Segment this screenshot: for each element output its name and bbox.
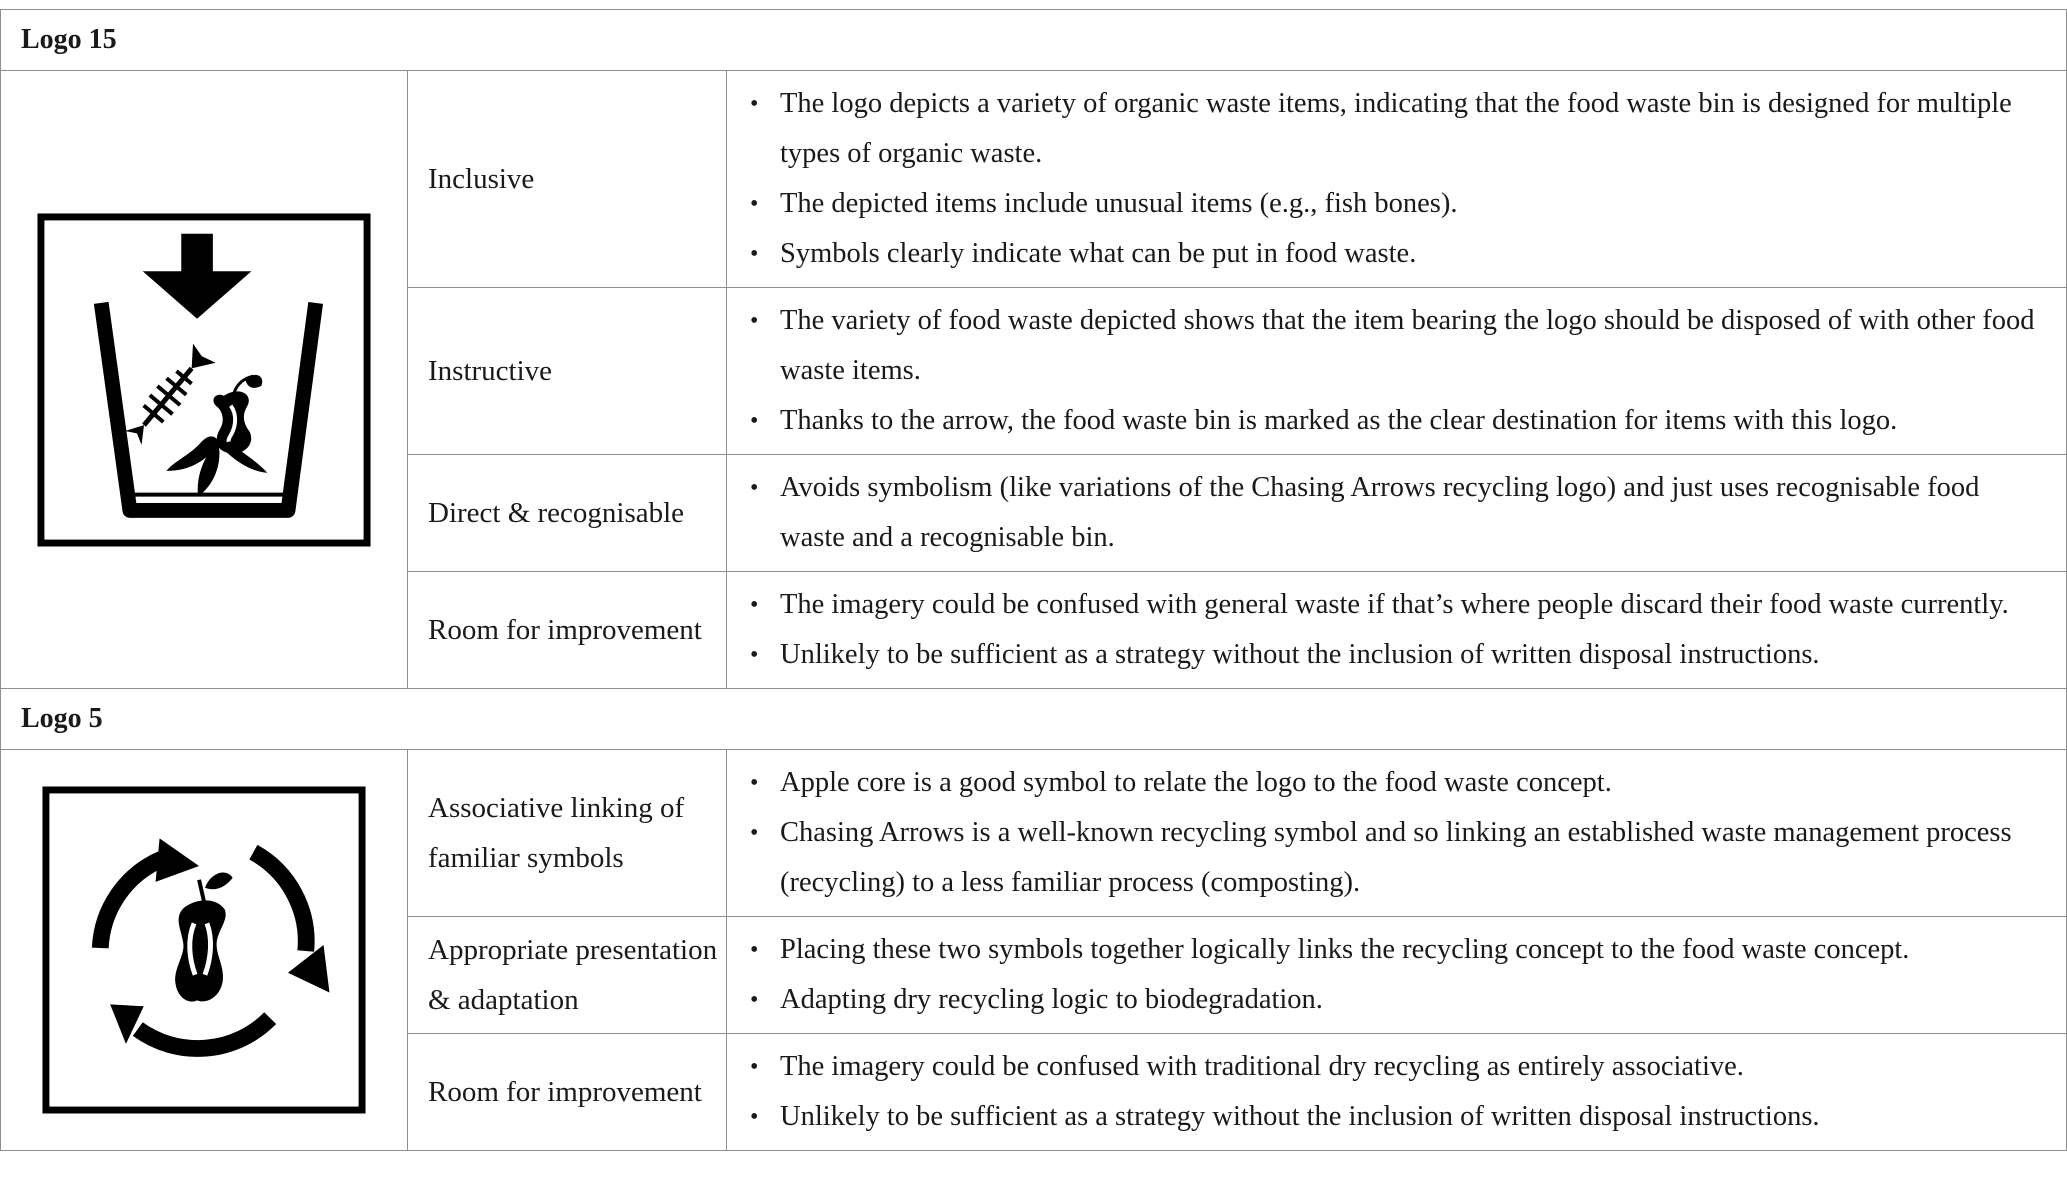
food-waste-bin-with-arrow-icon bbox=[36, 212, 372, 548]
criterion-label: Room for improvement bbox=[408, 1034, 727, 1151]
bullet-list bbox=[727, 296, 2042, 446]
evaluation-points bbox=[727, 288, 2067, 455]
logo-15-cell bbox=[1, 71, 408, 689]
section-header-logo-5 bbox=[1, 689, 2067, 750]
bullet-list bbox=[727, 580, 2042, 680]
bullet-point: • Apple core is a good symbol to relate the logo to the food waste concept. bbox=[780, 758, 2042, 808]
bullet-point: • Unlikely to be sufficient as a strategy without the inclusion of written disposal instructions. bbox=[780, 1092, 2042, 1142]
evaluation-points bbox=[727, 71, 2067, 288]
criterion-label: Associative linking of familiar symbols bbox=[408, 750, 727, 917]
logo-5-cell bbox=[1, 750, 408, 1151]
criterion-label: Instructive bbox=[408, 288, 727, 455]
evaluation-points bbox=[727, 455, 2067, 572]
bullet-point: • Thanks to the arrow, the food waste bin is marked as the clear destination for items with this logo. bbox=[780, 396, 2042, 446]
bullet-point: • Placing these two symbols together logically links the recycling concept to the food waste concept. bbox=[780, 925, 2042, 975]
evaluation-points bbox=[727, 572, 2067, 689]
bullet-point: • The imagery could be confused with general waste if that’s where people discard their food waste currently. bbox=[780, 580, 2042, 630]
table-row bbox=[1, 71, 2067, 288]
bullet-list bbox=[727, 1042, 2042, 1142]
apple-core-chasing-arrows-icon bbox=[41, 785, 367, 1115]
bullet-list bbox=[727, 925, 2042, 1025]
evaluation-points bbox=[727, 750, 2067, 917]
table-row bbox=[1, 750, 2067, 917]
bullet-list bbox=[727, 79, 2042, 279]
logo-evaluation-table bbox=[0, 9, 2067, 1151]
evaluation-points bbox=[727, 1034, 2067, 1151]
bullet-point: • Chasing Arrows is a well-known recycling symbol and so linking an established waste management process (recycling) to a less familiar process (composting). bbox=[780, 808, 2042, 908]
bullet-list bbox=[727, 463, 2042, 563]
section-header-logo-15 bbox=[1, 10, 2067, 71]
bullet-point: • Adapting dry recycling logic to biodegradation. bbox=[780, 975, 2042, 1025]
section-title: Logo 15 bbox=[1, 10, 2067, 71]
evaluation-points bbox=[727, 917, 2067, 1034]
criterion-label: Inclusive bbox=[408, 71, 727, 288]
criterion-label: Room for improvement bbox=[408, 572, 727, 689]
criterion-label: Direct & recognisable bbox=[408, 455, 727, 572]
criterion-label: Appropriate presentation & adaptation bbox=[408, 917, 727, 1034]
section-title: Logo 5 bbox=[1, 689, 2067, 750]
bullet-point: • The depicted items include unusual items (e.g., fish bones). bbox=[780, 179, 2042, 229]
bullet-list bbox=[727, 758, 2042, 908]
bullet-point: • The imagery could be confused with traditional dry recycling as entirely associative. bbox=[780, 1042, 2042, 1092]
bullet-point: • The variety of food waste depicted shows that the item bearing the logo should be disposed of with other food waste items. bbox=[780, 296, 2042, 396]
bullet-point: • Symbols clearly indicate what can be put in food waste. bbox=[780, 229, 2042, 279]
bullet-point: • Avoids symbolism (like variations of the Chasing Arrows recycling logo) and just uses recognisable food waste and a recognisable bin. bbox=[780, 463, 2042, 563]
bullet-point: • The logo depicts a variety of organic waste items, indicating that the food waste bin is designed for multiple types of organic waste. bbox=[780, 79, 2042, 179]
bullet-point: • Unlikely to be sufficient as a strategy without the inclusion of written disposal instructions. bbox=[780, 630, 2042, 680]
